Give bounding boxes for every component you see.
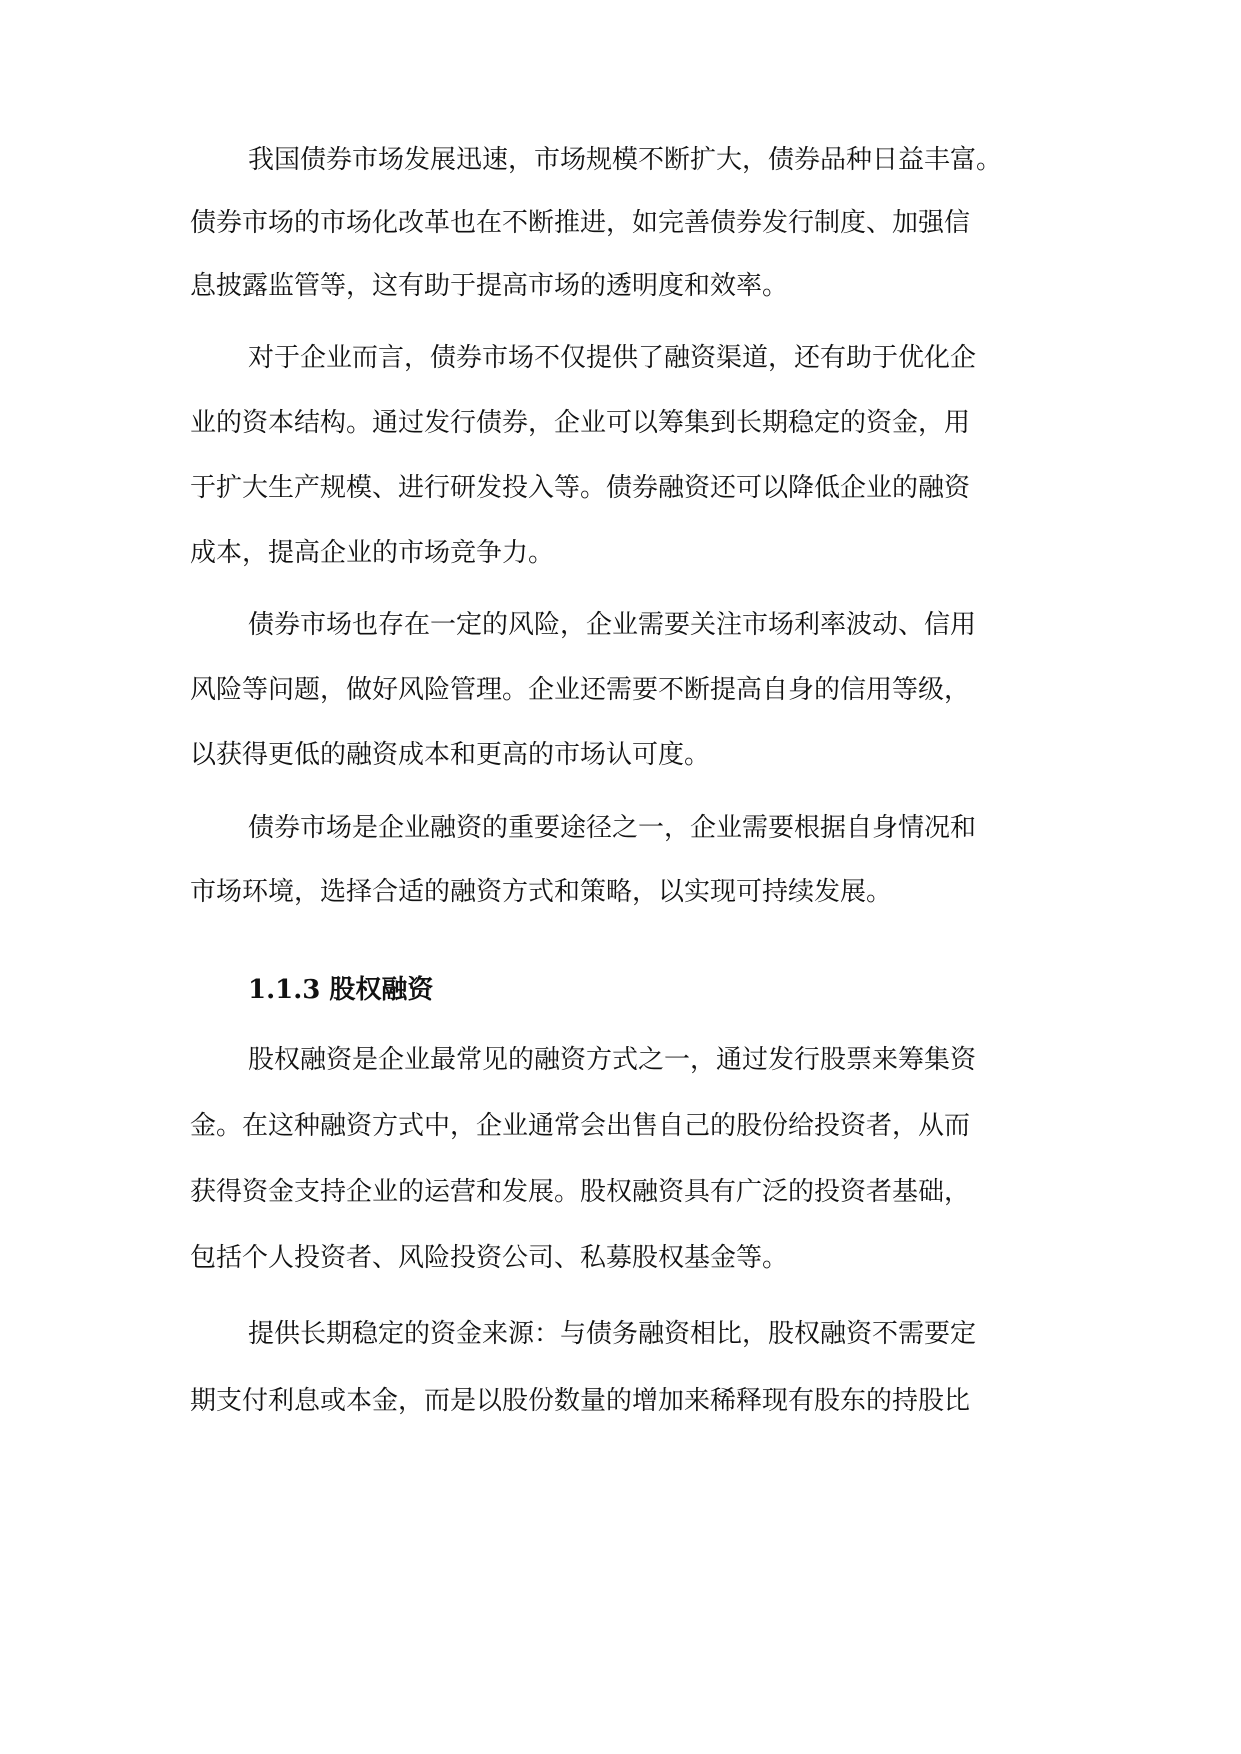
- paragraph-line: 债券市场是企业融资的重要途径之一，企业需要根据自身情况和: [248, 813, 977, 843]
- paragraph-line: 债券市场的市场化改革也在不断推进，如完善债券发行制度、加强信: [190, 208, 971, 238]
- paragraph-line: 市场环境，选择合适的融资方式和策略，以实现可持续发展。: [190, 877, 893, 907]
- paragraph-line: 息披露监管等，这有助于提高市场的透明度和效率。: [190, 271, 789, 301]
- paragraph-line: 期支付利息或本金，而是以股份数量的增加来稀释现有股东的持股比: [190, 1386, 971, 1416]
- paragraph-line: 提供长期稳定的资金来源：与债务融资相比，股权融资不需要定: [248, 1319, 977, 1349]
- paragraph-line: 以获得更低的融资成本和更高的市场认可度。: [190, 740, 711, 770]
- paragraph-line: 对于企业而言，债券市场不仅提供了融资渠道，还有助于优化企: [248, 343, 977, 373]
- paragraph-line: 我国债券市场发展迅速，市场规模不断扩大，债券品种日益丰富。: [248, 145, 1003, 175]
- paragraph-line: 金。在这种融资方式中，企业通常会出售自己的股份给投资者，从而: [190, 1111, 971, 1141]
- paragraph-line: 于扩大生产规模、进行研发投入等。债券融资还可以降低企业的融资: [190, 473, 971, 503]
- paragraph-line: 业的资本结构。通过发行债券，企业可以筹集到长期稳定的资金，用: [190, 408, 971, 438]
- section-heading: 1.1.3 股权融资: [248, 975, 434, 1005]
- paragraph-line: 成本，提高企业的市场竞争力。: [190, 538, 555, 568]
- paragraph-line: 获得资金支持企业的运营和发展。股权融资具有广泛的投资者基础，: [190, 1177, 971, 1207]
- paragraph-line: 风险等问题，做好风险管理。企业还需要不断提高自身的信用等级，: [190, 675, 971, 705]
- paragraph-line: 股权融资是企业最常见的融资方式之一，通过发行股票来筹集资: [248, 1045, 977, 1075]
- paragraph-line: 债券市场也存在一定的风险，企业需要关注市场利率波动、信用: [248, 610, 977, 640]
- paragraph-line: 包括个人投资者、风险投资公司、私募股权基金等。: [190, 1243, 789, 1273]
